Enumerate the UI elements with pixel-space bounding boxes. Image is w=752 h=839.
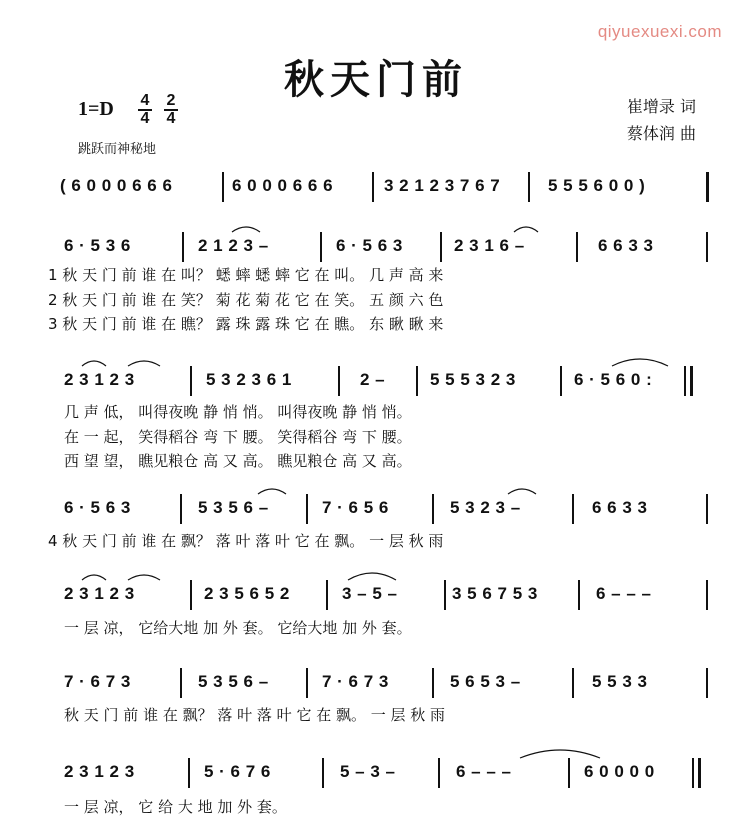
barline [182,232,184,262]
measure: 6 · 5 6 3 [336,236,403,255]
barline [438,758,440,788]
barline [572,668,574,698]
staff-line [52,668,712,702]
barline [560,366,562,396]
composer-credit: 蔡体润 曲 [626,124,696,143]
barline [684,366,686,396]
measure: 5 · 6 7 6 [204,762,271,781]
measure: 3 – 5 – [342,584,398,603]
staff-line [52,758,712,792]
measure: 3 2 1 2 3 7 6 7 [384,176,501,195]
measure: 5 3 5 6 – [198,672,269,691]
lyric-text: 1 秋 天 门 前 谁 在 叫？ 蟋 蟀 蟋 蟀 它 在 叫。 几 声 高 来 [48,266,444,284]
barline [568,758,570,788]
barline [578,580,580,610]
lyric-text: 秋 天 门 前 谁 在 飘？ 落 叶 落 叶 它 在 飘。 一 层 秋 雨 [64,706,446,724]
barline [326,580,328,610]
staff-line [52,172,712,206]
barline [690,366,693,396]
measure: 2 3 5 6 5 2 [204,584,290,603]
measure: 5 3 2 3 6 1 [206,370,292,389]
barline [180,494,182,524]
barline [706,172,709,202]
staff-line [52,232,712,266]
barline [306,668,308,698]
measure: 6 · 5 6 0 : [574,370,653,389]
barline [440,232,442,262]
barline [320,232,322,262]
measure: 5 3 2 3 – [450,498,521,517]
measure: 6 6 3 3 [598,236,654,255]
measure: 7 · 6 5 6 [322,498,389,517]
slur [520,750,600,758]
time-signature-2 [164,94,178,126]
measure: 6 · 5 3 6 [64,236,131,255]
measure: 2 3 1 2 3 [64,762,135,781]
measure: 7 · 6 7 3 [64,672,131,691]
measure: 2 3 1 6 – [454,236,525,255]
lyric-text: 一 层 凉， 它 给 大 地 加 外 套。 [64,798,287,816]
barline [432,494,434,524]
lyric-text: 2 秋 天 门 前 谁 在 笑？ 菊 花 菊 花 它 在 笑。 五 颜 六 色 [48,291,444,309]
barline [706,232,708,262]
staff-line [52,366,712,400]
time-sig-bottom: 4 [140,110,150,127]
measure: 5 5 5 6 0 0 ) [548,176,646,195]
measure: 3 5 6 7 5 3 [452,584,538,603]
lyric-text: 一 层 凉， 它给大地 加 外 套。 它给大地 加 外 套。 [64,619,412,637]
key-signature: 1=D [78,98,114,120]
barline [222,172,224,202]
measure: 6 – – – [456,762,512,781]
barline [306,494,308,524]
measure: 2 3 1 2 3 [64,584,135,603]
measure: ( 6 0 0 0 6 6 6 [60,176,173,195]
barline [432,668,434,698]
staff-line [52,494,712,528]
barline [706,580,708,610]
measure: 5 6 5 3 – [450,672,521,691]
watermark: qiyuexuexi.com [597,22,722,41]
barline [372,172,374,202]
staff-line [52,580,712,614]
lyric-text: 几 声 低， 叫得夜晚 静 悄 悄。 叫得夜晚 静 悄 悄。 [64,403,412,421]
lyric-text: 西 望 望， 瞧见粮仓 高 又 高。 瞧见粮仓 高 又 高。 [64,452,412,470]
measure: 2 3 1 2 3 [64,370,135,389]
barline [180,668,182,698]
time-signature-1 [138,94,152,126]
barline [188,758,190,788]
measure: 2 1 2 3 – [198,236,269,255]
measure: 7 · 6 7 3 [322,672,389,691]
measure: 6 – – – [596,584,652,603]
measure: 5 – 3 – [340,762,396,781]
measure: 6 0 0 0 0 [584,762,655,781]
measure: 5 5 5 3 2 3 [430,370,516,389]
barline [416,366,418,396]
barline [706,494,708,524]
measure: 2 – [360,370,386,389]
barline [444,580,446,610]
barline [692,758,694,788]
barline [338,366,340,396]
barline [576,232,578,262]
lyricist-credit: 崔增录 词 [626,97,696,116]
measure: 5 5 3 3 [592,672,648,691]
lyric-text: 3 秋 天 门 前 谁 在 瞧？ 露 珠 露 珠 它 在 瞧。 东 瞅 瞅 来 [48,315,444,333]
lyric-text: 4 秋 天 门 前 谁 在 飘？ 落 叶 落 叶 它 在 飘。 一 层 秋 雨 [48,532,444,550]
time-sig-top: 2 [166,92,176,109]
barline [572,494,574,524]
barline [698,758,701,788]
barline [190,366,192,396]
measure: 6 0 0 0 6 6 6 [232,176,334,195]
barline [528,172,530,202]
song-title: 秋天门前 [284,56,468,103]
measure: 5 3 5 6 – [198,498,269,517]
slur [348,573,396,580]
barline [322,758,324,788]
lyric-text: 在 一 起， 笑得稻谷 弯 下 腰。 笑得稻谷 弯 下 腰。 [64,428,412,446]
time-sig-top: 4 [140,92,150,109]
slur [612,359,668,366]
barline [706,668,708,698]
time-sig-bottom: 4 [166,110,176,127]
measure: 6 6 3 3 [592,498,648,517]
barline [190,580,192,610]
tempo-marking: 跳跃而神秘地 [78,142,157,157]
measure: 6 · 5 6 3 [64,498,131,517]
